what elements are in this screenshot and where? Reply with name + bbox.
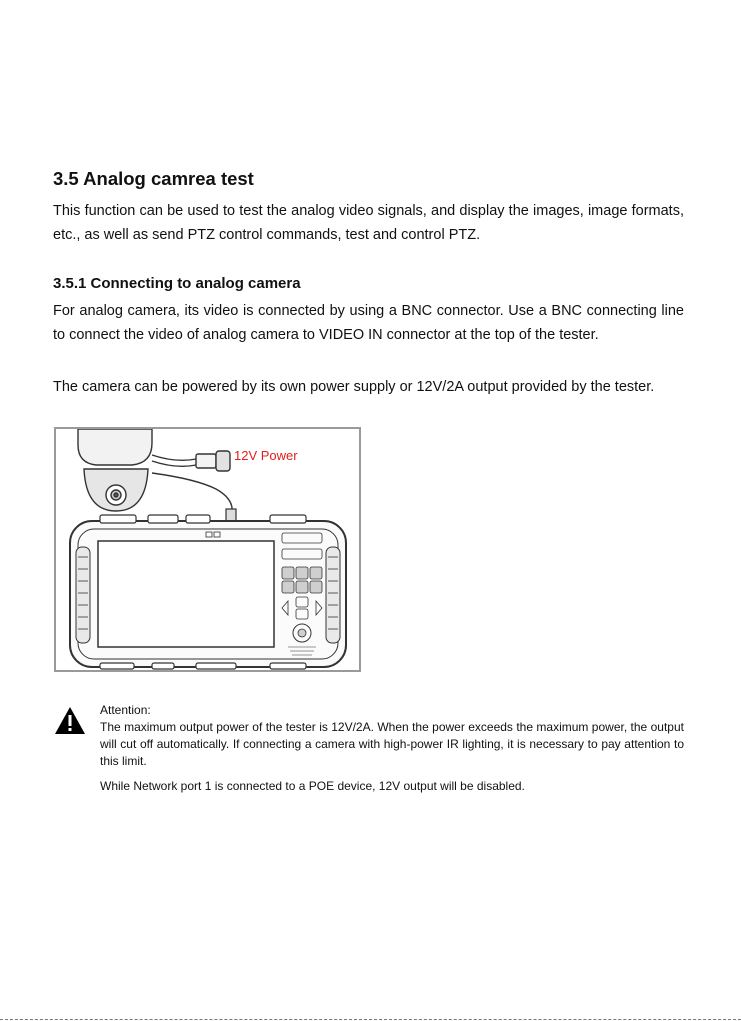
section-intro: This function can be used to test the analog video signals, and display the images, image formats, etc., as well as send PTZ control commands, test and control PTZ. — [53, 203, 684, 243]
tester-device — [70, 515, 346, 669]
power-paragraph: The camera can be powered by its own power supply or 12V/2A output provided by the tester. — [53, 379, 655, 395]
power-plug-icon — [196, 451, 230, 471]
tester-illustration — [56, 429, 359, 670]
attention-heading: Attention: — [100, 703, 151, 717]
power-cable — [152, 473, 232, 513]
attention-paragraph-poe: While Network port 1 is connected to a POE device, 12V output will be disabled. — [100, 779, 525, 793]
section-title: 3.5 Analog camrea test — [53, 168, 254, 189]
power-label: 12V Power — [234, 448, 298, 463]
tester-camera-figure — [54, 427, 361, 672]
connect-paragraph: For analog camera, its video is connected by using a BNC connector. Use a BNC connecting line to connect the video of analog camera to VIDEO IN connector at the top of the tester. — [53, 303, 684, 343]
attention-paragraph-power: The maximum output power of the tester is 12V/2A. When the power exceeds the maximum power, the output will cut off automatically. If connecting a camera with high-power IR lighting, it is necessary to pay attention to this limit. — [100, 720, 684, 768]
warning-triangle-icon — [54, 706, 86, 735]
page-bottom-rule — [0, 1019, 741, 1020]
subsection-title: 3.5.1 Connecting to analog camera — [53, 275, 301, 292]
dome-camera-icon — [78, 429, 196, 511]
